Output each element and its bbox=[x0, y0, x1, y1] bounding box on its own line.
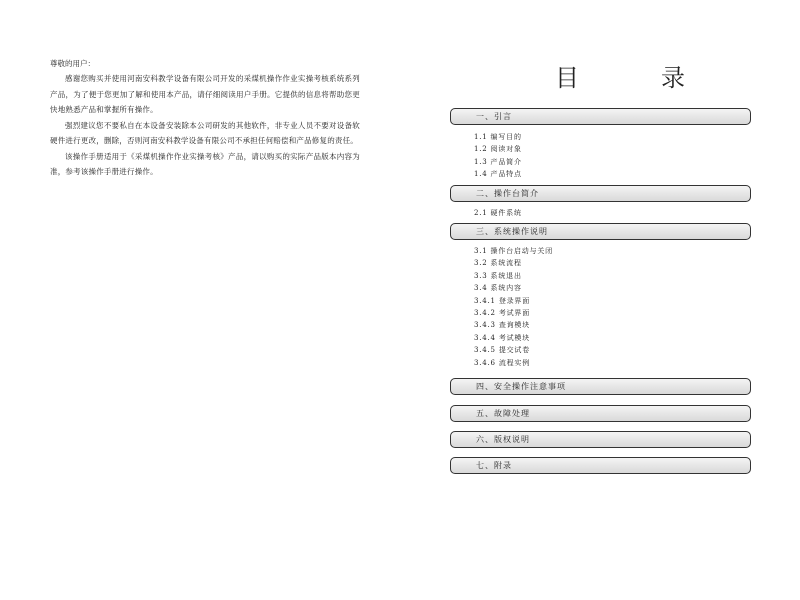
toc-item[interactable]: 3.4.2 考试界面 bbox=[474, 309, 531, 318]
greeting: 尊敬的用户： bbox=[50, 59, 95, 68]
toc-section-6[interactable] bbox=[450, 431, 751, 448]
toc-item[interactable]: 3.1 操作台启动与关闭 bbox=[474, 247, 553, 255]
toc-item[interactable]: 1.3 产品简介 bbox=[474, 157, 522, 166]
toc-section-2[interactable] bbox=[450, 185, 751, 202]
toc-item[interactable]: 3.4.1 登录界面 bbox=[474, 296, 531, 305]
toc-item[interactable]: 1.4 产品特点 bbox=[474, 170, 522, 179]
toc-item[interactable]: 3.4.4 考试模块 bbox=[474, 333, 531, 342]
toc-item[interactable]: 3.3 系统退出 bbox=[474, 271, 522, 280]
toc-title bbox=[555, 58, 685, 93]
toc-subsection-list bbox=[474, 131, 522, 181]
intro-paragraph: 感谢您购买并使用河南安科教学设备有限公司开发的采煤机操作作业实操考核系统系列产品，为了便于您更加了解和使用本产品，请仔细阅读用户手册。它提供的信息将帮助您更快地熟悉产品和掌握所有操作。 bbox=[50, 74, 360, 114]
toc-section-5[interactable] bbox=[450, 405, 751, 422]
toc-section-3[interactable] bbox=[450, 223, 751, 240]
toc-section-label: 三、系统操作说明 bbox=[476, 227, 548, 236]
toc-item[interactable]: 3.4 系统内容 bbox=[474, 284, 522, 293]
toc-title-char: 目 bbox=[555, 64, 579, 92]
toc-section-label: 七、附录 bbox=[476, 461, 512, 470]
toc-section-4[interactable] bbox=[450, 378, 751, 395]
toc-subsection-list bbox=[474, 245, 553, 369]
intro-paragraph: 强烈建议您不要私自在本设备安装除本公司研发的其他软件，非专业人员不要对设备软硬件进行更改，删除，否则河南安科教学设备有限公司不承担任何赔偿和产品修复的责任。 bbox=[50, 120, 360, 145]
toc-section-label: 二、操作台简介 bbox=[476, 189, 539, 198]
toc-section-7[interactable] bbox=[450, 457, 751, 474]
toc-item[interactable]: 1.1 编写目的 bbox=[474, 133, 522, 141]
intro-paragraph: 该操作手册适用于《采煤机操作作业实操考核》产品，请以购买的实际产品版本内容为准，参考该操作手册进行操作。 bbox=[50, 151, 360, 176]
toc-item[interactable]: 3.4.3 查询模块 bbox=[474, 321, 531, 330]
toc-item[interactable]: 2.1 硬件系统 bbox=[474, 209, 522, 217]
toc-section-label: 四、安全操作注意事项 bbox=[476, 382, 566, 391]
toc-title-char: 录 bbox=[661, 64, 685, 92]
toc-item[interactable]: 3.2 系统流程 bbox=[474, 259, 522, 268]
toc-section-label: 五、故障处理 bbox=[476, 409, 530, 418]
toc-section-label: 一、引言 bbox=[476, 112, 512, 121]
toc-item[interactable]: 3.4.6 流程实例 bbox=[474, 358, 531, 367]
intro-page bbox=[50, 56, 360, 180]
toc-item[interactable]: 1.2 阅读对象 bbox=[474, 145, 522, 154]
toc-section-label: 六、版权说明 bbox=[476, 435, 530, 444]
toc-item[interactable]: 3.4.5 提交试卷 bbox=[474, 346, 531, 355]
toc-section-1[interactable] bbox=[450, 108, 751, 125]
toc-subsection-list bbox=[474, 207, 522, 219]
